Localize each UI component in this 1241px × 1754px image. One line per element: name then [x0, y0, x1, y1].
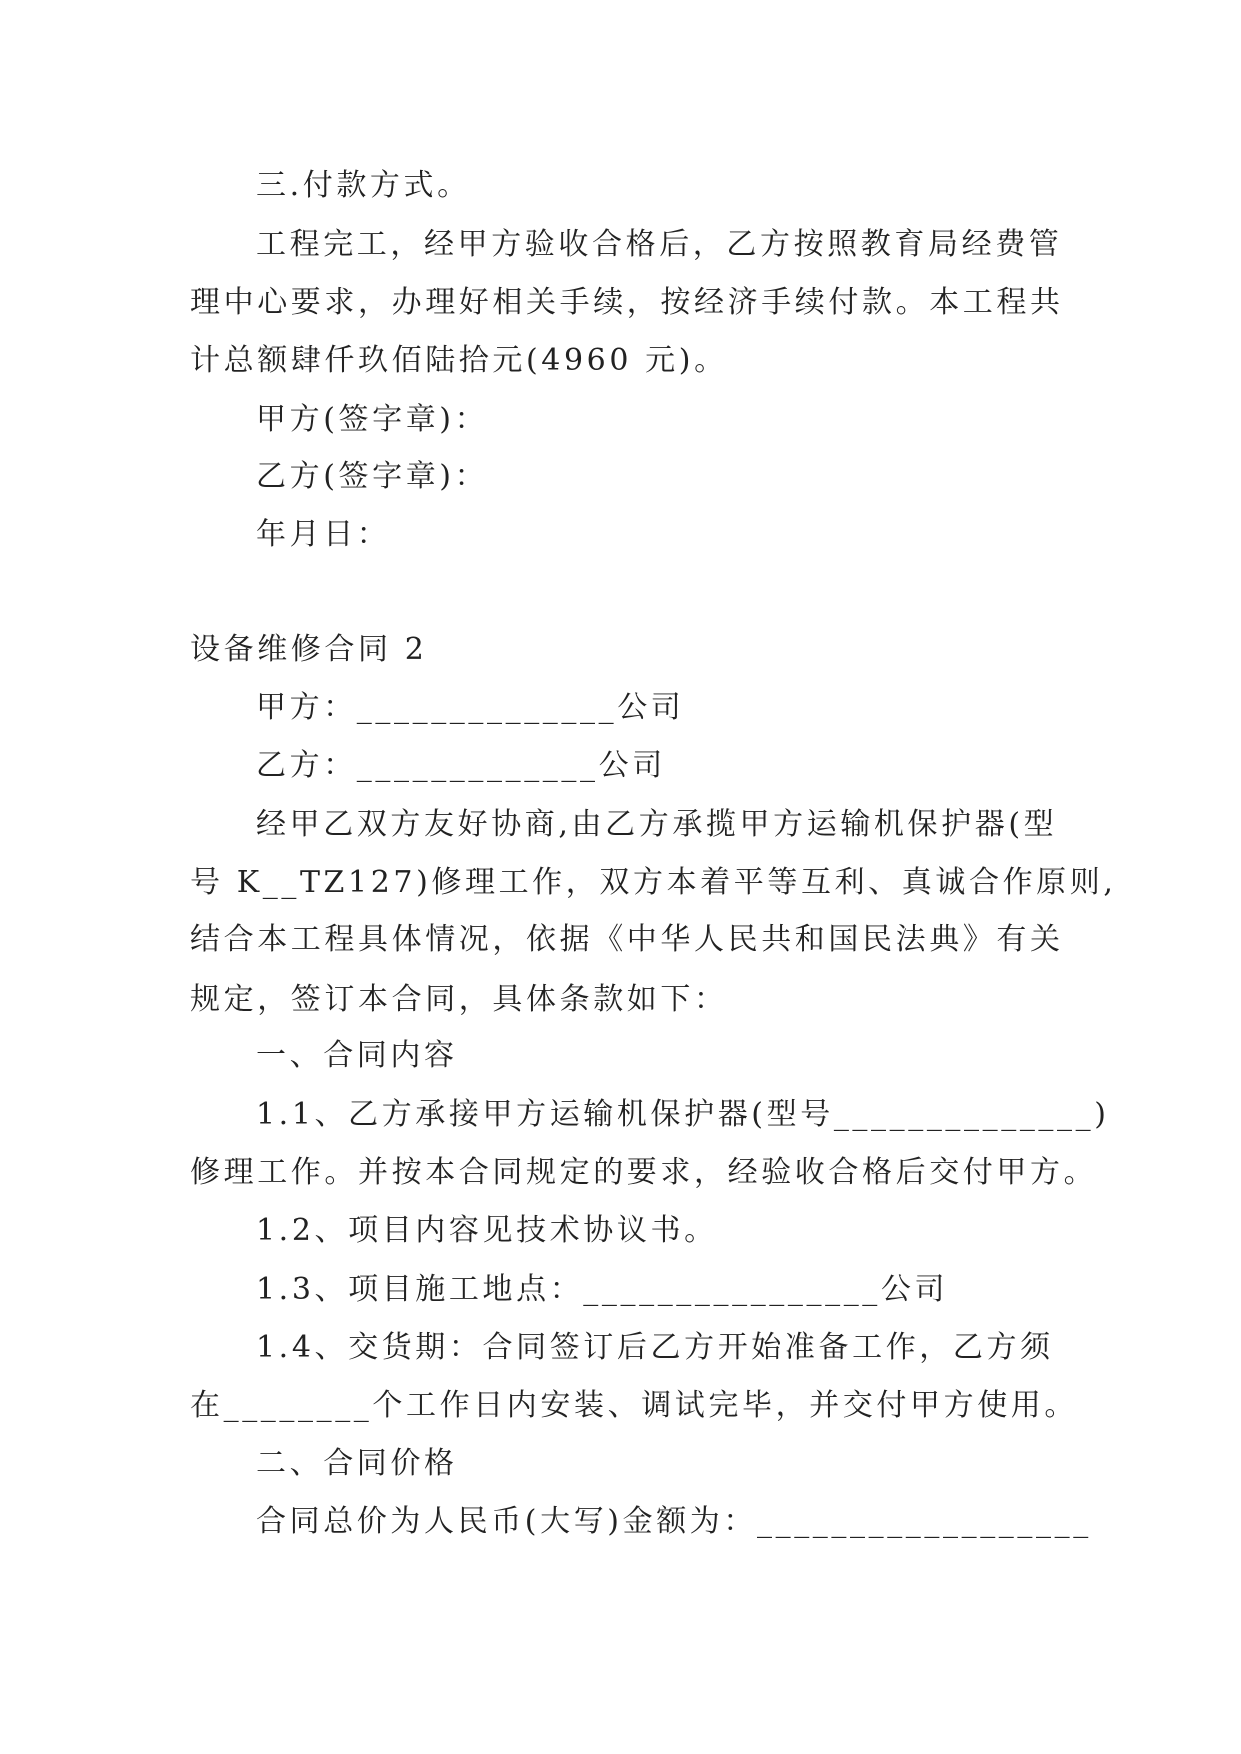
- clause-1-3: 1.3、项目施工地点：________________公司: [256, 1272, 949, 1307]
- contract-price: 合同总价为人民币(大写)金额为：__________________: [256, 1504, 1092, 1539]
- contract2-intro-line-3: 结合本工程具体情况，依据《中华人民共和国民法典》有关: [190, 922, 1064, 957]
- contract2-party-b: 乙方：_____________公司: [256, 748, 666, 783]
- clause-1-4-line-2: 在________个工作日内安装、调试完毕，并交付甲方使用。: [190, 1388, 1078, 1423]
- party-a-signature: 甲方(签字章)：: [256, 402, 489, 437]
- clause-1-4-line-1: 1.4、交货期：合同签订后乙方开始准备工作，乙方须: [256, 1330, 1054, 1365]
- section2-heading: 二、合同价格: [256, 1446, 458, 1481]
- clause-1-1-line-2: 修理工作。并按本合同规定的要求，经验收合格后交付甲方。: [190, 1155, 1098, 1190]
- section3-paragraph-line-3: 计总额肆仟玖佰陆拾元(4960 元)。: [190, 343, 728, 378]
- section3-heading: 三.付款方式。: [256, 168, 471, 203]
- contract2-intro-line-4: 规定，签订本合同，具体条款如下：: [190, 982, 728, 1017]
- signature-date: 年月日：: [256, 517, 391, 552]
- section3-paragraph-line-1: 工程完工，经甲方验收合格后，乙方按照教育局经费管: [256, 227, 1063, 262]
- contract2-intro-line-2: 号 K__TZ127)修理工作，双方本着平等互利、真诚合作原则,: [190, 865, 1117, 900]
- clause-1-2: 1.2、项目内容见技术协议书。: [256, 1213, 718, 1248]
- clause-1-1-line-1: 1.1、乙方承接甲方运输机保护器(型号______________): [256, 1097, 1110, 1132]
- party-b-signature: 乙方(签字章)：: [256, 459, 489, 494]
- contract2-party-a: 甲方：______________公司: [256, 690, 685, 725]
- section1-heading: 一、合同内容: [256, 1038, 458, 1073]
- contract2-title: 设备维修合同 2: [190, 632, 428, 667]
- contract2-intro-line-1: 经甲乙双方友好协商,由乙方承揽甲方运输机保护器(型: [256, 807, 1058, 842]
- section3-paragraph-line-2: 理中心要求，办理好相关手续，按经济手续付款。本工程共: [190, 285, 1064, 320]
